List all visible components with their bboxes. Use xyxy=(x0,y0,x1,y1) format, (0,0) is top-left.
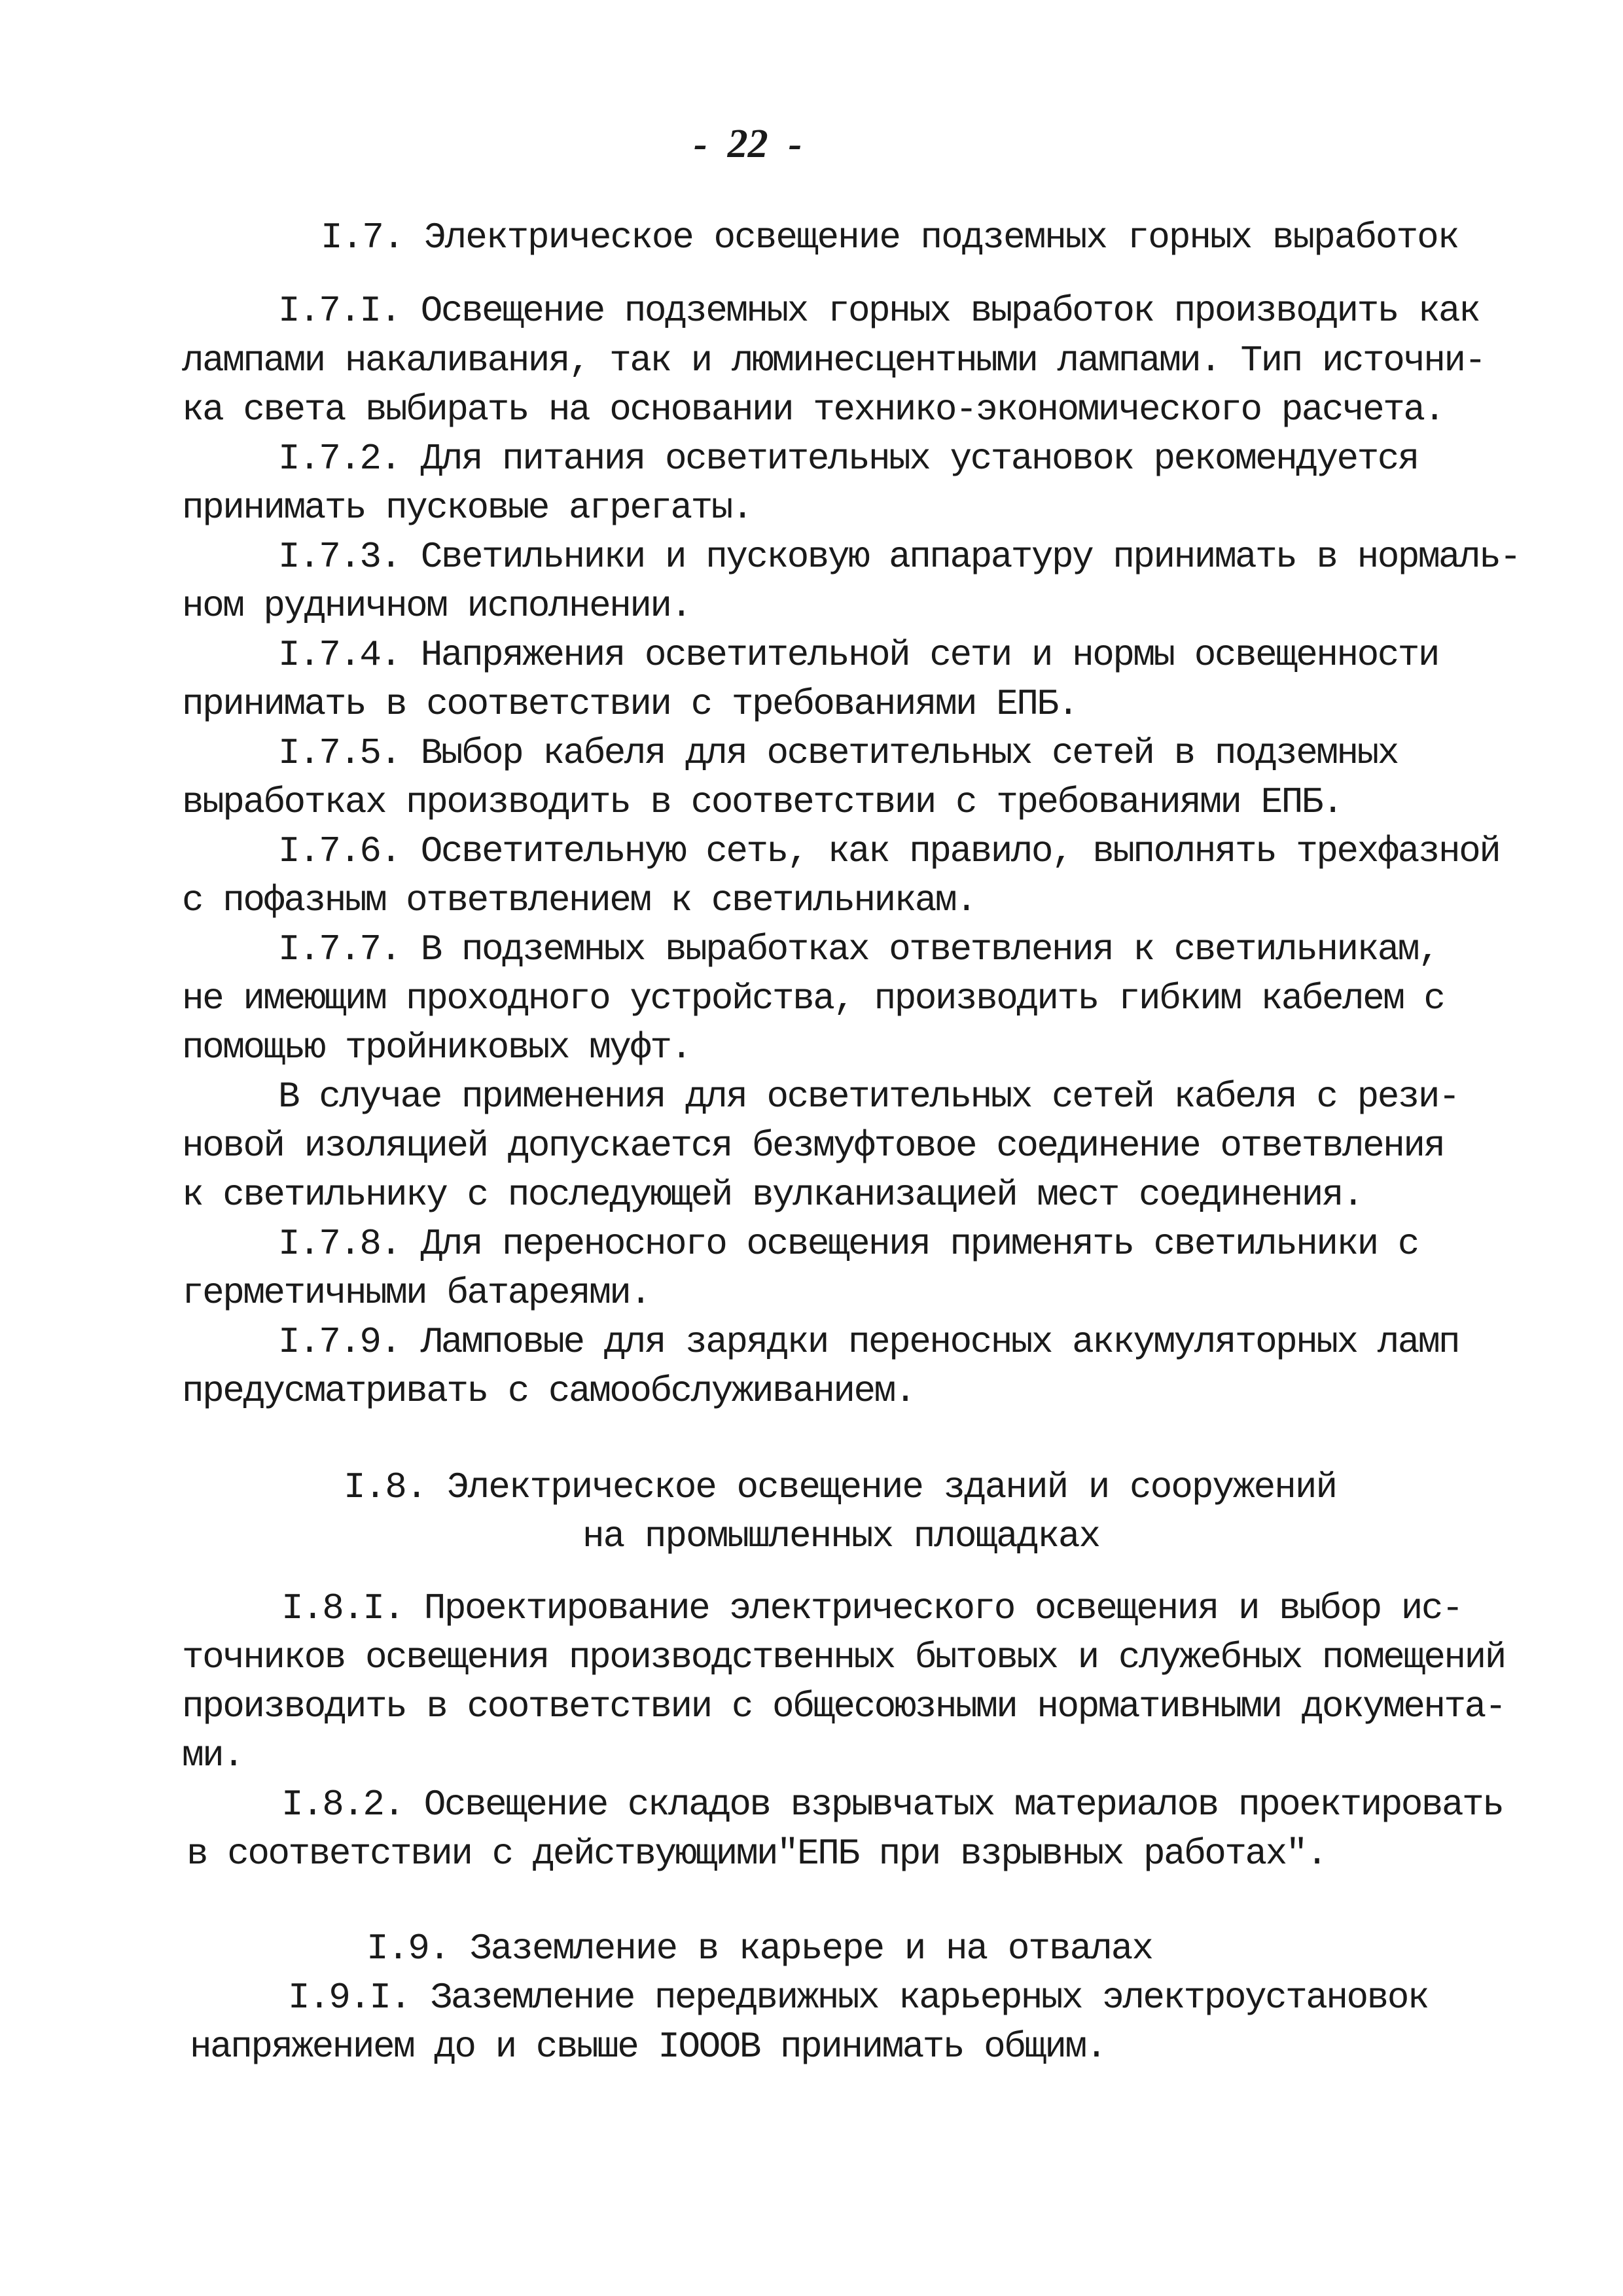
paragraph-line: в соответствии с действующими"ЕПБ при взрывных работах". xyxy=(187,1833,1327,1875)
paragraph-line: I.7.9. Ламповые для зарядки переносных аккумуляторных ламп xyxy=(278,1321,1459,1363)
section-heading-1-7: I.7. Электрическое освещение подземных горных выработок xyxy=(321,217,1459,258)
paragraph-line: I.7.2. Для питания осветительных установок рекомендуется xyxy=(278,438,1418,480)
paragraph-line: ка света выбирать на основании технико-экономического расчета. xyxy=(182,389,1444,431)
paragraph-line: принимать пусковые агрегаты. xyxy=(182,487,752,529)
paragraph-line: с пофазным ответвлением к светильникам. xyxy=(182,879,976,921)
paragraph-line: I.8.I. Проектирование электрического освещения и выбор ис- xyxy=(281,1587,1463,1629)
paragraph-line: производить в соответствии с общесоюзными нормативными документа- xyxy=(182,1686,1505,1727)
paragraph-line: точников освещения производственных бытовых и служебных помещений xyxy=(182,1636,1505,1678)
section-heading-1-8: I.8. Электрическое освещение зданий и сооружений xyxy=(344,1466,1337,1508)
paragraph-line: герметичными батареями. xyxy=(182,1272,651,1314)
paragraph-line: помощью тройниковых муфт. xyxy=(182,1027,691,1069)
paragraph-line: I.9.I. Заземление передвижных карьерных электроустановок xyxy=(288,1977,1428,2019)
paragraph-line: новой изоляцией допускается безмуфтовое соединение ответвления xyxy=(182,1125,1444,1167)
paragraph-line: лампами накаливания, так и люминесцентными лампами. Тип источни- xyxy=(182,340,1485,381)
paragraph-line: I.7.6. Осветительную сеть, как правило, выполнять трехфазной xyxy=(278,830,1500,872)
paragraph-line: I.8.2. Освещение складов взрывчатых материалов проектировать xyxy=(281,1784,1503,1826)
paragraph-line: I.7.I. Освещение подземных горных выработок производить как xyxy=(278,290,1480,332)
paragraph-line: I.7.3. Светильники и пусковую аппаратуру принимать в нормаль- xyxy=(278,536,1520,578)
paragraph-line: ми. xyxy=(182,1735,243,1776)
paragraph-line: принимать в соответствии с требованиями ЕПБ. xyxy=(182,683,1078,725)
section-heading-1-8-cont: на промышленных площадках xyxy=(582,1515,1100,1557)
paragraph-line: ном рудничном исполнении. xyxy=(182,585,691,627)
section-heading-1-9: I.9. Заземление в карьере и на отвалах xyxy=(366,1928,1153,1969)
paragraph-line: предусматривать с самообслуживанием. xyxy=(182,1370,915,1412)
paragraph-line: не имеющим проходного устройства, производить гибким кабелем с xyxy=(182,978,1444,1019)
paragraph-line: I.7.4. Напряжения осветительной сети и нормы освещенности xyxy=(278,634,1439,676)
paragraph-line: I.7.5. Выбор кабеля для осветительных сетей в подземных xyxy=(278,732,1398,774)
paragraph-line: к светильнику с последующей вулканизацией мест соединения. xyxy=(182,1174,1363,1216)
paragraph-line: В случае применения для осветительных сетей кабеля с рези- xyxy=(278,1076,1459,1118)
paragraph-line: I.7.7. В подземных выработках ответвления к светильникам, xyxy=(278,928,1439,970)
paragraph-line: выработках производить в соответствии с требованиями ЕПБ. xyxy=(182,781,1343,823)
paragraph-line: напряжением до и свыше IOOOВ принимать общим. xyxy=(190,2026,1106,2068)
page-number: - 22 - xyxy=(694,122,802,166)
paragraph-line: I.7.8. Для переносного освещения применять светильники с xyxy=(278,1223,1418,1265)
